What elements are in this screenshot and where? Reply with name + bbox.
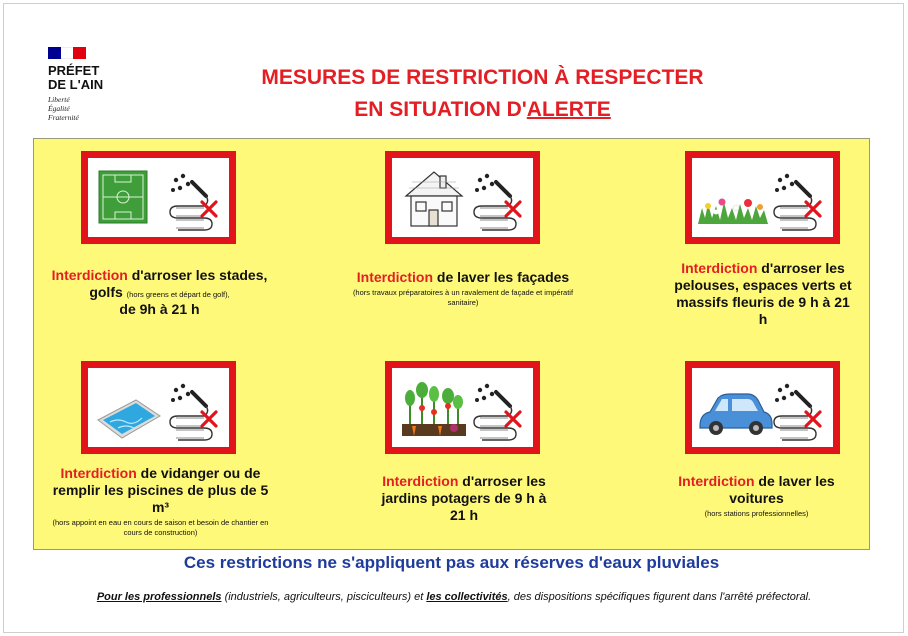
page-title: MESURES DE RESTRICTION À RESPECTER EN SITUATION D'ALERTE xyxy=(261,66,704,121)
no-watering-hose-icon xyxy=(774,174,820,230)
french-flag-icon xyxy=(48,47,86,59)
garden-card xyxy=(385,361,540,454)
prefecture-logo xyxy=(48,47,103,122)
caption-cars: Interdiction de laver les voitures (hors stations professionnelles) xyxy=(678,473,835,518)
logo-title: PRÉFET DE L'AIN xyxy=(48,63,104,92)
house-icon xyxy=(406,172,462,226)
no-watering-hose-icon xyxy=(774,384,820,440)
car-icon xyxy=(700,394,772,435)
facade-card xyxy=(385,151,540,244)
logo-motto: Liberté Égalité Fraternité xyxy=(48,95,79,122)
caption-pools: Interdiction de vidanger ou de remplir les piscines de plus de 5 m³ (hors appoint en eau en cours de saison et besoin de chantier en cours de construction) xyxy=(52,465,269,537)
caption-lawns: Interdiction d'arroser les pelouses, espaces verts et massifs fleuris de 9 h à 21 h xyxy=(674,260,852,327)
swimming-pool-icon xyxy=(98,400,160,438)
no-watering-hose-icon xyxy=(170,174,216,230)
caption-facades: Interdiction de laver les façades (hors travaux préparatoires à un ravalement de façade et impératif sanitaire) xyxy=(352,269,574,307)
soccer-field-icon xyxy=(99,171,147,223)
caption-stadiums: Interdiction d'arroser les stades, golfs (hors greens et départ de golf), de 9h à 21 h xyxy=(51,267,268,317)
car-card xyxy=(685,361,840,454)
footer-note: Pour les professionnels (industriels, agriculteurs, pisciculteurs) et les collectivités, des dispositions spécifiques figurent dans l'arrêté préfectoral. xyxy=(96,591,812,603)
flowers-lawn-icon xyxy=(698,199,768,225)
rainwater-banner: Ces restrictions ne s'appliquent pas aux réserves d'eaux pluviales xyxy=(183,553,720,572)
stadium-card xyxy=(81,151,236,244)
restrictions-panel xyxy=(33,138,870,550)
vegetable-garden-icon xyxy=(402,382,466,436)
no-watering-hose-icon xyxy=(170,384,216,440)
no-watering-hose-icon xyxy=(474,174,520,230)
caption-gardens: Interdiction d'arroser les jardins potagers de 9 h à 21 h xyxy=(381,473,547,523)
pool-card xyxy=(81,361,236,454)
lawn-card xyxy=(685,151,840,244)
no-watering-hose-icon xyxy=(474,384,520,440)
